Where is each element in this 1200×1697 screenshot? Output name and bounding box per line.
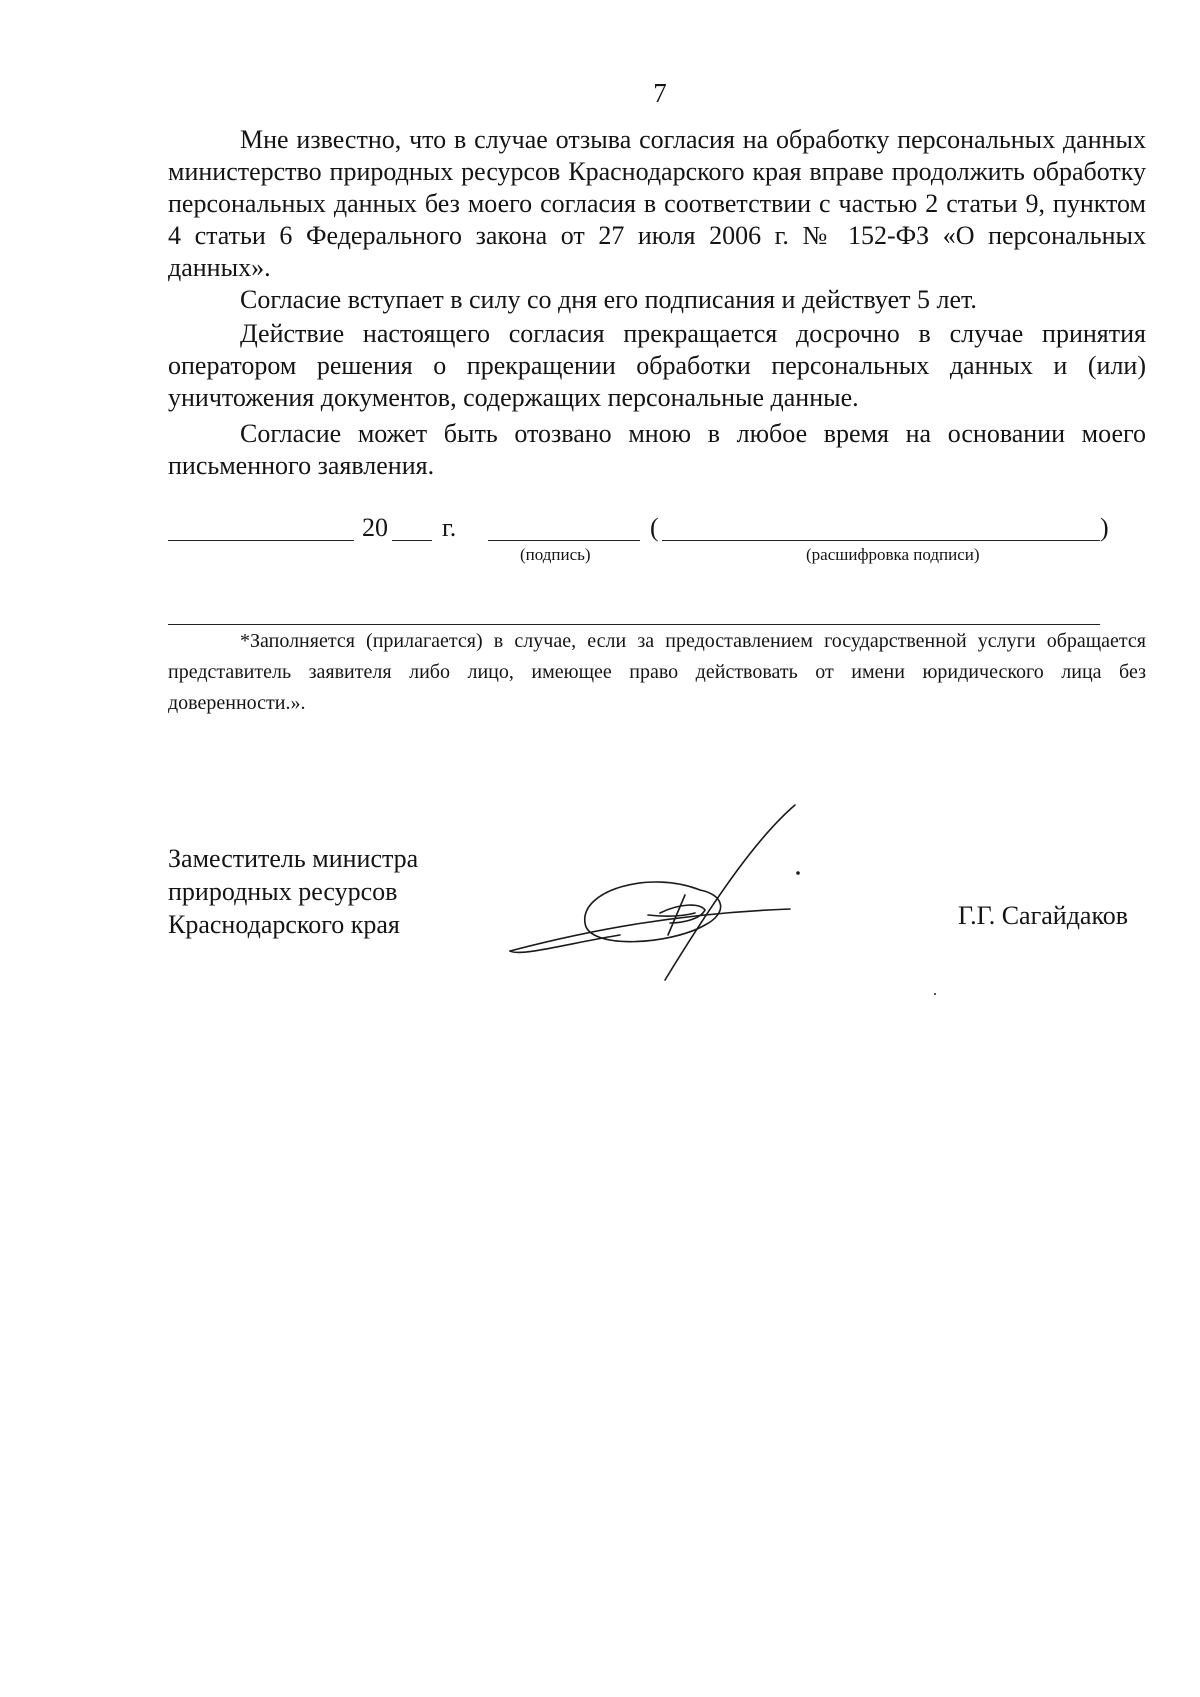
official-title-line-3: Краснодарского края (168, 910, 400, 939)
handwritten-signature (500, 795, 820, 985)
footnote (168, 626, 1146, 719)
footnote-separator (168, 624, 1100, 625)
paragraph-withdrawal: Согласие может быть отозвано мною в любое время на основании моего письменного заявления. (168, 419, 1146, 480)
official-title-line-1: Заместитель министра (168, 844, 419, 873)
decoding-caption: (расшифровка подписи) (806, 545, 980, 564)
official-name: Г.Г. Сагайдаков (958, 901, 1129, 930)
date-blank-line (168, 540, 354, 541)
paragraph-early-termination: Действие настоящего согласия прекращается досрочно в случае принятия оператором решения о прекращении обработки персональных данных и (или) уничтожения документов, содержащих персональные данные. (168, 319, 1146, 412)
signature-caption: (подпись) (520, 545, 591, 564)
year-blank-line (392, 540, 432, 541)
signature-blank-line (488, 540, 640, 541)
scan-speck (934, 993, 936, 995)
official-title-line-2: природных ресурсов (168, 877, 398, 906)
page-number: 7 (653, 78, 667, 108)
year-prefix: 20 (362, 513, 388, 542)
close-paren: ) (1100, 513, 1109, 542)
official-title (168, 842, 418, 941)
paragraph-revocation-notice: Мне известно, что в случае отзыва согласия на обработку персональных данных министерство природных ресурсов Краснодарского края вправе продолжить обработку персональных данных без моего согласия в соответствии с частью 2 статьи 9, пунктом 4 статьи 6 Федерального закона от 27 июля 2006 г. № 152-ФЗ «О персональных данных». (168, 125, 1146, 282)
open-paren: ( (650, 513, 659, 542)
paragraph-validity-period: Согласие вступает в силу со дня его подписания и действует 5 лет. (240, 285, 977, 314)
year-suffix: г. (442, 513, 457, 542)
decoding-blank-line (662, 540, 1100, 541)
footnote-text: *Заполняется (прилагается) в случае, если за предоставлением государственной услуги обращается представитель заявителя либо лицо, имеющее право действовать от имени юридического лица без доверенности.». (168, 630, 1146, 714)
